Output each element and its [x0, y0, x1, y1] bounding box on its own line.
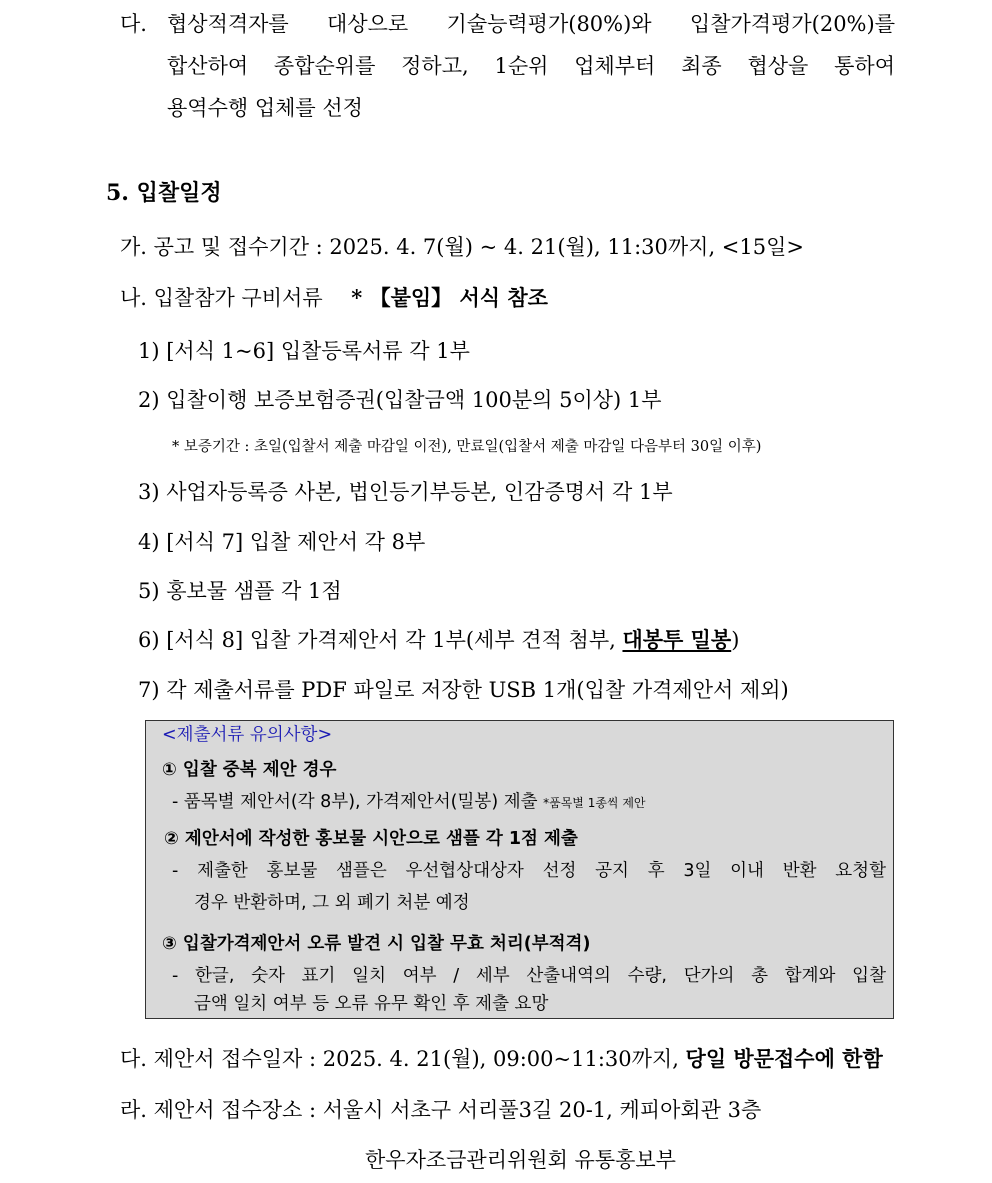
document-item: 5) 홍보물 샘플 각 1점: [138, 579, 342, 603]
notice-point-text: [172, 790, 646, 815]
documents-label: 나. 입찰참가 구비서류: [120, 286, 323, 310]
notice-box: [145, 720, 894, 1019]
notice-point-text: - 한글, 숫자 표기 일치 여부 / 세부 산출내역의 수량, 단가의 총 합계와 입찰: [172, 966, 886, 986]
paragraph-line: 협상적격자를 대상으로 기술능력평가(80%)와 입찰가격평가(20%)를: [167, 12, 895, 36]
schedule-item-documents: [120, 284, 548, 312]
schedule-item-period: 가. 공고 및 접수기간 : 2025. 4. 7(월) ~ 4. 21(월), 11:30까지, <15일>: [120, 235, 804, 259]
submission-place: 라. 제안서 접수장소 : 서울시 서초구 서리풀3길 20-1, 케피아회관 3층: [120, 1098, 762, 1122]
notice-heading: <제출서류 유의사항>: [162, 725, 333, 745]
attachment-note: * 【붙임】 서식 참조: [351, 285, 548, 310]
notice-point-title: ① 입찰 중복 제안 경우: [162, 760, 337, 780]
paragraph-line: 용역수행 업체를 선정: [167, 96, 363, 120]
notice-small-note: *품목별 1종씩 제안: [543, 796, 646, 810]
item-marker: 다.: [120, 12, 147, 36]
notice-point-title: ② 제안서에 작성한 홍보물 시안으로 샘플 각 1점 제출: [164, 829, 578, 849]
document-item: [138, 626, 739, 654]
notice-point-text: - 제출한 홍보물 샘플은 우선협상대상자 선정 공지 후 3일 이내 반환 요청할: [172, 861, 886, 881]
submission-date-text: 다. 제안서 접수일자 : 2025. 4. 21(월), 09:00~11:30까지,: [120, 1047, 686, 1071]
document-item-text: ): [731, 628, 740, 652]
notice-point-text: 금액 일치 여부 등 오류 유무 확인 후 제출 요망: [194, 994, 549, 1014]
notice-point-title: ③ 입찰가격제안서 오류 발견 시 입찰 무효 처리(부적격): [162, 934, 591, 954]
document-note: * 보증기간 : 초일(입찰서 제출 마감일 이전), 만료일(입찰서 제출 마감일 다음부터 30일 이후): [172, 439, 762, 455]
organization-name: 한우자조금관리위원회 유통홍보부: [365, 1148, 676, 1172]
document-item: 3) 사업자등록증 사본, 법인등기부등본, 인감증명서 각 1부: [138, 480, 673, 504]
document-item: 2) 입찰이행 보증보험증권(입찰금액 100분의 5이상) 1부: [138, 388, 662, 412]
section-title: 5. 입찰일정: [106, 180, 222, 206]
document-item: 4) [서식 7] 입찰 제안서 각 8부: [138, 530, 426, 554]
document-item: 1) [서식 1~6] 입찰등록서류 각 1부: [138, 339, 470, 363]
submission-date: [120, 1045, 883, 1073]
same-day-visit-note: 당일 방문접수에 한함: [685, 1046, 883, 1071]
paragraph-line: 합산하여 종합순위를 정하고, 1순위 업체부터 최종 협상을 통하여: [167, 54, 895, 78]
document-item-text: 6) [서식 8] 입찰 가격제안서 각 1부(세부 견적 첨부,: [138, 628, 623, 652]
notice-text: - 품목별 제안서(각 8부), 가격제안서(밀봉) 제출: [172, 792, 538, 812]
sealed-envelope-emphasis: 대봉투 밀봉: [622, 627, 732, 652]
notice-point-text: 경우 반환하며, 그 외 폐기 처분 예정: [194, 893, 470, 913]
document-item: 7) 각 제출서류를 PDF 파일로 저장한 USB 1개(입찰 가격제안서 제외): [138, 678, 789, 702]
